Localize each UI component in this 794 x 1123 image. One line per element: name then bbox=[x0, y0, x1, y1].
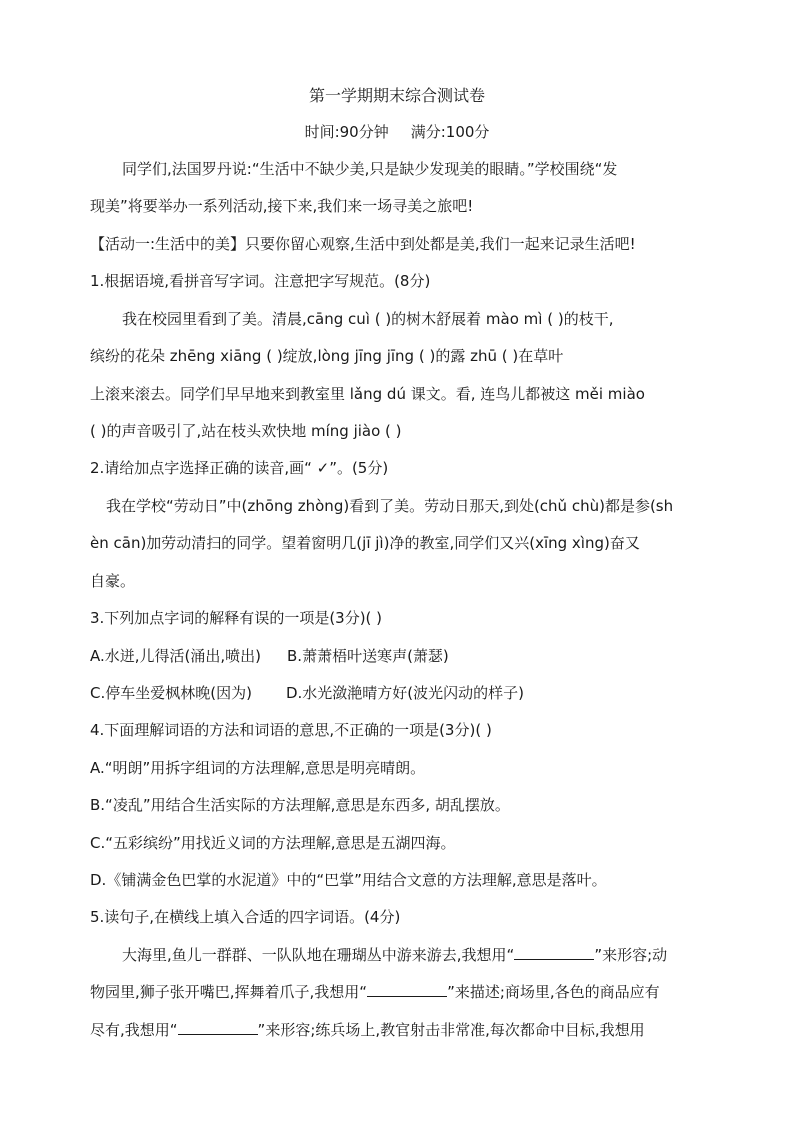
q5-text: 尽有,我想用“ bbox=[90, 1021, 178, 1039]
q1-line-4: ( )的声音吸引了,站在枝头欢快地 míng jiào ( ) bbox=[90, 422, 402, 440]
q2-title: 2.请给加点字选择正确的读音,画“ ✓”。(5分) bbox=[90, 459, 389, 477]
q4-option-d: D.《铺满金色巴掌的水泥道》中的“巴掌”用结合文意的方法理解,意思是落叶。 bbox=[90, 871, 607, 889]
q1-line-1: 我在校园里看到了美。清晨,cāng cuì ( )的树木舒展着 mào mì ( )的枝干, bbox=[122, 310, 614, 328]
q2-line-1: 我在学校“劳动日”中(zhōng zhòng)看到了美。劳动日那天,到处(chǔ chù)都是参(sh bbox=[106, 497, 674, 515]
q3-options-row-2 bbox=[90, 682, 710, 704]
q3-title: 3.下列加点字词的解释有误的一项是(3分)( ) bbox=[90, 609, 383, 627]
q5-text: 物园里,狮子张开嘴巴,挥舞着爪子,我想用“ bbox=[90, 983, 368, 1001]
exam-time: 时间:90分钟 bbox=[304, 123, 389, 141]
q4-option-a: A.“明朗”用拆字组词的方法理解,意思是明亮晴朗。 bbox=[90, 759, 426, 777]
exam-info bbox=[0, 121, 794, 143]
q3-option-c: C.停车坐爱枫林晚(因为) bbox=[90, 684, 252, 702]
q3-option-b: B.萧萧梧叶送寒声(萧瑟) bbox=[287, 647, 449, 665]
q5-line-3 bbox=[90, 1019, 710, 1041]
answer-blank[interactable] bbox=[178, 1020, 258, 1035]
answer-blank[interactable] bbox=[514, 945, 594, 960]
q4-title: 4.下面理解词语的方法和词语的意思,不正确的一项是(3分)( ) bbox=[90, 721, 492, 739]
q2-line-3: 自豪。 bbox=[90, 572, 136, 590]
q5-text: ”来形容;动 bbox=[594, 946, 668, 964]
q4-option-c: C.“五彩缤纷”用找近义词的方法理解,意思是五湖四海。 bbox=[90, 834, 456, 852]
exam-score: 满分:100分 bbox=[410, 123, 490, 141]
q5-line-2 bbox=[90, 981, 710, 1003]
q5-text: ”来描述;商场里,各色的商品应有 bbox=[447, 983, 660, 1001]
q2-line-2: èn cān)加劳动清扫的同学。望着窗明几(jī jì)净的教室,同学们又兴(xīng xìng)奋又 bbox=[90, 534, 640, 552]
intro-line-1: 同学们,法国罗丹说:“生活中不缺少美,只是缺少发现美的眼睛。”学校围绕“发 bbox=[122, 160, 618, 178]
activity-1-heading: 【活动一:生活中的美】只要你留心观察,生活中到处都是美,我们一起来记录生活吧! bbox=[90, 235, 636, 253]
q5-title: 5.读句子,在横线上填入合适的四字词语。(4分) bbox=[90, 908, 401, 926]
q1-line-2: 缤纷的花朵 zhēng xiāng ( )绽放,lòng jīng jīng ( )的露 zhū ( )在草叶 bbox=[90, 347, 564, 365]
q1-line-3: 上滚来滚去。同学们早早地来到教室里 lǎng dú 课文。看, 连鸟儿都被这 měi miào bbox=[90, 385, 645, 403]
answer-blank[interactable] bbox=[367, 982, 447, 997]
q5-text: 大海里,鱼儿一群群、一队队地在珊瑚丛中游来游去,我想用“ bbox=[122, 946, 515, 964]
q3-option-d: D.水光潋滟晴方好(波光闪动的样子) bbox=[285, 684, 524, 702]
intro-line-2: 现美”将要举办一系列活动,接下来,我们来一场寻美之旅吧! bbox=[90, 197, 474, 215]
q4-option-b: B.“凌乱”用结合生活实际的方法理解,意思是东西多, 胡乱摆放。 bbox=[90, 796, 510, 814]
q3-option-a: A.水迸,儿得活(涌出,喷出) bbox=[90, 647, 262, 665]
q5-text: ”来形容;练兵场上,教官射击非常准,每次都命中目标,我想用 bbox=[257, 1021, 645, 1039]
q3-options-row-1 bbox=[90, 645, 710, 667]
q5-line-1 bbox=[122, 944, 712, 966]
q1-title: 1.根据语境,看拼音写字词。注意把字写规范。(8分) bbox=[90, 272, 431, 290]
page-title: 第一学期期末综合测试卷 bbox=[308, 86, 485, 105]
